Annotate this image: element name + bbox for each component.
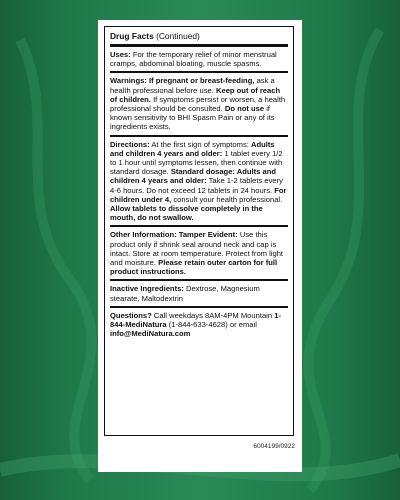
directions-text-3: Take 1-2 tablets every 4-6 hours. Do not exceed 12 tablets in 24 hours. (110, 176, 283, 195)
questions-section (110, 308, 288, 342)
label-panel (98, 20, 302, 472)
drug-facts-box (104, 26, 294, 436)
warnings-text-2: If symptoms persist or worsen, a health professional should be consulted. (110, 94, 286, 114)
directions-text-4: consult your health professional. (173, 194, 283, 204)
warnings-section (110, 73, 288, 136)
directions-under-4: For children under 4, (110, 185, 287, 204)
inactive-ingredients-label: Inactive Ingredients: (110, 284, 184, 294)
directions-label: Directions: (110, 139, 150, 149)
inactive-ingredients-text: Dextrose, Magnesium stearate, Maltodextrin (110, 284, 260, 303)
questions-phone: 1-844-MediNatura (110, 310, 281, 330)
drug-facts-suffix: (Continued) (156, 31, 200, 41)
other-information-label: Other Information: Tamper Evident: (110, 230, 238, 240)
warnings-text-1: ask a health professional before use. (110, 76, 275, 95)
questions-email: info@MediNatura.com (110, 329, 191, 339)
uses-section (110, 47, 288, 73)
inactive-ingredients-section (110, 281, 288, 307)
warnings-label: Warnings: (110, 76, 147, 86)
warnings-text-3: if known sensitivity to BHI Spasm Pain or any of its ingredients exists. (110, 104, 275, 132)
directions-text-1: At the first sign of symptoms: (151, 139, 249, 149)
directions-allow-dissolve: Allow tablets to dissolve completely in the mouth, do not swallow. (110, 204, 263, 223)
drug-facts-header (110, 31, 288, 47)
other-information-retain: Please retain outer carton for full product instructions. (110, 258, 278, 277)
questions-label: Questions? (110, 310, 152, 320)
drug-facts-title: Drug Facts (110, 31, 154, 41)
directions-adults: Adults and children 4 years and older: (110, 139, 275, 158)
directions-section (110, 137, 288, 228)
directions-text-2: 1 tablet every 1/2 to 1 hour until symptoms lessen, then continue with standard dosage. (110, 148, 283, 177)
questions-text-1: Call weekdays 8AM-4PM Mountain (153, 310, 273, 320)
other-information-text: Use this product only if shrink seal around neck and cap is intact. Store at room temperature. Protect from light and moisture. (110, 230, 284, 268)
warnings-pregnant: If pregnant or breast-feeding, (148, 76, 255, 86)
questions-text-2: (1-844-633-4628) or email (168, 320, 257, 330)
product-code: 6004199/0922 (253, 443, 295, 450)
other-information-section (110, 227, 288, 281)
uses-text: For the temporary relief of minor menstrual cramps, abdominal bloating, muscle spasms. (110, 50, 277, 69)
directions-standard-dosage: Standard dosage: Adults and children 4 years and older: (110, 167, 277, 186)
warnings-do-not-use: Do not use (224, 104, 265, 114)
warnings-keep-out: Keep out of reach of children. (110, 85, 281, 104)
uses-label: Uses: (110, 50, 131, 59)
